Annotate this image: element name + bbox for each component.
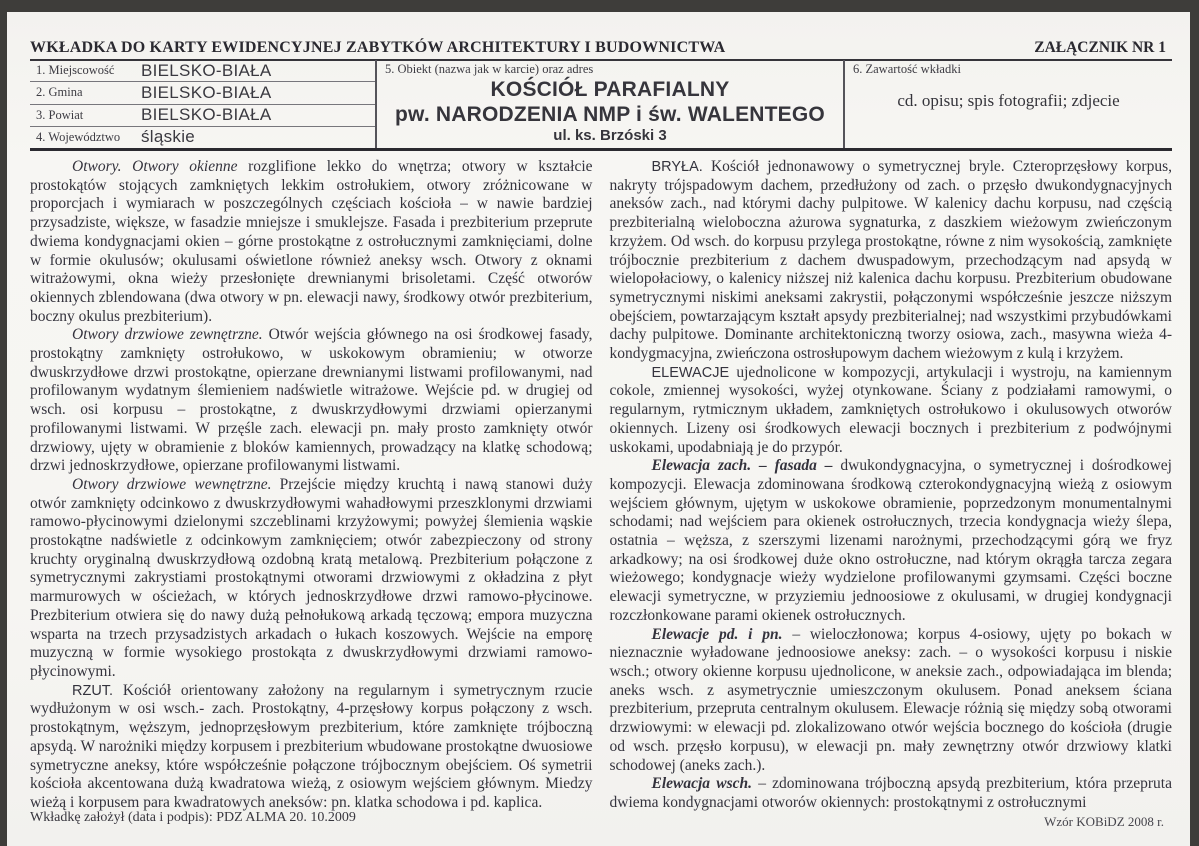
field-value: BIELSKO-BIAŁA [141,60,272,80]
contents-field [845,60,1172,148]
paragraph-lead: Elewacja zach. – fasada – [651,457,833,475]
body-text [30,158,1172,811]
contents-field-label: 6. Zawartość wkładki [853,62,961,76]
field-wojewodztwo [30,127,375,148]
paragraph-lead: BRYŁA. [651,159,703,175]
paragraph: Elewacja zach. – fasada – dwukondygnacyjna, o symetrycznej i dośrodkowej kompozycji. Elewacja zdominowana środkową czterokondygnacyjną wieżą z osiowym wejściem głównym, ujętym w uskokowe obramienie, poprzedzonym monumentalnymi schodami; nad wejściem para okienek ostrołucznych, trzecia kondygnacja wieży ślepa, ostatnia – węższa, z szerszymi lizenami narożnymi, przechodzącymi górą we fryz arkadkowy; na osi środkowej duże okno ostrołuczne, nad którym okrągła tarcza zegara wieżowego; kondygnacje wieży wydzielone profilowanymi gzymsami. Części boczne elewacji symetryczne, w przyziemiu jednoosiowe z okulusami, w drugiej kondygnacji rozczłonkowane parami okienek ostrołucznych. [609,457,1172,624]
annex-label: ZAŁĄCZNIK NR 1 [1034,39,1166,56]
paragraph: BRYŁA. Kościół jednonawowy o symetrycznej bryle. Czteroprzęsłowy korpus, nakryty trójspadowym dachem, przedłużony od zach. o przęsło dwukondygnacyjnych aneksów zach., nad którymi dachy pulpitowe. W kalenicy dachu korpusu, nad częścią prezbiterialną wieloboczna ażurowa sygnaturka, z daszkiem wieżowym zwieńczonym krzyżem. Od wsch. do korpusu przylega prostokątne, równe z nim wysokością, zamknięte trójbocznie prezbiterium z dachem dwuspadowym, przechodzącym nad apsydą w wielopołaciowy, o kalenicy niższej niż kalenica dachu korpusu. Prezbiterium obudowane symetrycznymi niskimi aneksami zakrystii, połączonymi współcześnie jeszcze niższym obejściem, powtarzającym kształt apsydy prezbiterialnej; nad wszystkimi przybudówkami dachy pulpitowe. Dominante architektoniczną tworzy osiowa, zach., masywna wieża 4-kondygmacyjna, zwieńczona ostrosłupowym dachem wieżowym z kulą i krzyżem. [609,158,1172,363]
paragraph: Otwory drzwiowe wewnętrzne. Przejście między kruchtą i nawą stanowi duży otwór zamknięty odcinkowo z dwuskrzydłowymi wahadłowymi przeszklonymi drzwiami ramowo-płycinowymi dzielonymi szczeblinami krzyżowymi; powyżej ślemienia wąskie prostokątne nadświetle z odcinkowym zamknięciem; otwór zabezpieczony od strony kruchty oryginalną dwuskrzydłową ozdobną kratą metalową. Prezbiterium połączone z symetrycznymi zakrystiami prostokątnymi otworami drzwiowymi z okładzina z płyt marmurowych w ościeżach, w których jednoskrzydłowe drzwi ramowo-płycinowe. Prezbiterium otwiera się do nawy dużą pełnołukową arkadą tęczową; empora muzyczna wsparta na trzech przysadzistych arkadach o łukach koszowych. Wejście na emporę muzyczną w formie wysokiego prostokąta z dwuskrzydłowymi drzwiami ramowo-płycinowymi. [30,475,593,680]
object-field [375,60,845,148]
object-name-line2: pw. NARODZENIA NMP i św. WALENTEGO [395,103,825,126]
document-header [30,39,1172,61]
paragraph-lead: Otwory drzwiowe zewnętrzne. [72,326,263,344]
footer-template-note: Wzór KOBiDZ 2008 r. [1044,814,1164,829]
paragraph-lead: Otwory drzwiowe wewnętrzne. [72,475,272,493]
paragraph: RZUT. Kościół orientowany założony na regularnym i symetrycznym rzucie wydłużonym w osi wsch.- zach. Prostokątny, 4-przęsłowy korpus połączony z wsch. prostokątnym, węższym, jednoprzęsłowym prezbiterium, które zamknięte trójboczną apsydą. W narożniki między korpusem i prezbiterium wbudowane prostokątne dwuosiowe symetryczne aneksy, które współcześnie połączone trójbocznym obejściem. Oś symetrii kościoła akcentowana dużą kwadratowa wieżą, z osiowym wejściem głównym. Miedzy wieżą i korpusem para kwadratowych aneksów: pn. klatka schodowa i pd. kaplica. [30,681,593,811]
paragraph: Otwory. Otwory okienne rozglifione lekko do wnętrza; otwory w kształcie prostokątów stojących zamkniętych lekkim ostrołukiem, otwory zróżnicowane w proporcjach i wymiarach w poszczególnych częściach kościoła – w nawie bardziej przysadziste, większe, w fasadzie mniejsze i smuklejsze. Fasada i prezbiterium przeprute dwiema kondygnacjami okien – górne prostokątne z ostrołucznymi zamknięciami, dolne w formie okulusów; okulusami oświetlone również aneksy wsch. Otwory z oknami witrażowymi, okna wieży przesłonięte drewnianymi brisoletami. Część otworów okiennych zblendowana (dwa otwory w pn. elewacji nawy, środkowy otwór prezbiterium, boczny okulus prezbiterium). [30,158,593,325]
paragraph: Elewacje pd. i pn. – wieloczłonowa; korpus 4-osiowy, ujęty po bokach w nieznacznie wyładowane jednoosiowe aneksy: zach. – o wysokości korpusu i niskie wsch.; otwory okienne korpusu ujednolicone, w aneksie zach., odpowiadająca im blenda; aneks wsch. z asymetrycznie umieszczonym okulusem. Ponad aneksem ściana prezbiterium, przepruta centralnym okulusem. Elewacje różnią się między sobą otworami drzwiowymi: w elewacji pd. zlokalizowano otwór wejścia bocznego do kościoła (drugie od wsch. przęsło korpusu), w elewacji pn. mały zewnętrzny otwór drzwiowy klatki schodowej (aneks zach.). [609,625,1172,774]
object-field-label: 5. Obiekt (nazwa jak w karcie) oraz adres [385,62,594,76]
paragraph-lead: Elewacja wsch. [651,775,752,793]
paragraph-lead: Elewacje pd. i pn. [651,625,783,643]
paragraph: Otwory drzwiowe zewnętrzne. Otwór wejścia głównego na osi środkowej fasady, prostokątny zamknięty ostrołukowo, w uskokowym obramieniu; w otworze dwuskrzydłowe drzwi prostokątne, opierzane drewnianymi listwami profilowanymi, nad profilowanym wydatnym ślemieniem nadświetle witrażowe. Wejście pd. w drugiej od wsch. osi korpusu – prostokątne, z dwuskrzydłowymi drzwiami opierzanymi profilowanymi listwami. W przęśle zach. elewacji pn. mały prosto zamknięty otwór drzwiowy, ujęty w obramienie z bloków kamiennych, prowadzący na klatkę schodową; drzwi jednoskrzydłowe, opierzane profilowanymi listwami. [30,326,593,475]
right-column [609,158,1173,811]
page-title: WKŁADKA DO KARTY EWIDENCYJNEJ ZABYTKÓW ARCHITEKTURY I BUDOWNICTWA [30,39,726,56]
paragraph-lead: RZUT. [72,682,114,699]
document-page [7,12,1190,846]
paragraph: Elewacja wsch. – zdominowana trójboczną apsydą prezbiterium, która przepruta dwiema kondygnacjami otworów okiennych: prostokątnymi z ostrołucznymi [609,775,1172,811]
field-label: 3. Powiat [36,107,84,122]
field-value: BIELSKO-BIAŁA [141,82,272,102]
paragraph-lead: ELEWACJE [651,364,730,381]
field-value: śląskie [141,127,196,147]
paragraph-lead: Otwory. Otwory okienne [72,158,238,175]
location-fields [30,60,375,148]
form-table [30,60,1172,151]
object-name-line1: KOŚCIÓŁ PARAFIALNY [490,78,730,101]
field-label: 1. Miejscowość [36,63,115,78]
field-gmina [30,82,375,104]
field-powiat [30,105,375,127]
field-value: BIELSKO-BIAŁA [141,105,272,125]
contents-field-value: cd. opisu; spis fotografii; zdjecie [897,91,1120,110]
left-column [30,158,593,811]
object-address: ul. ks. Brzóski 3 [553,127,667,144]
footer-created-by: Wkładkę założył (data i podpis): PDZ ALMA 20. 10.2009 [30,810,356,825]
field-miejscowosc [30,60,375,82]
field-label: 4. Województwo [36,129,121,144]
paragraph: ELEWACJE ujednolicone w kompozycji, artykulacji i wystroju, na kamiennym cokole, zmiennej wysokości, wyżej otynkowane. Ściany z podziałami ramowymi, o regularnym, rytmicznym układem, zamkniętych ostrołukowo i okulusowych otworów okiennych. Lizeny osi środkowych elewacji bocznych i prezbiterium z podwójnymi uskokami, upodabniają je do przypór. [609,363,1172,456]
field-label: 2. Gmina [36,85,83,100]
